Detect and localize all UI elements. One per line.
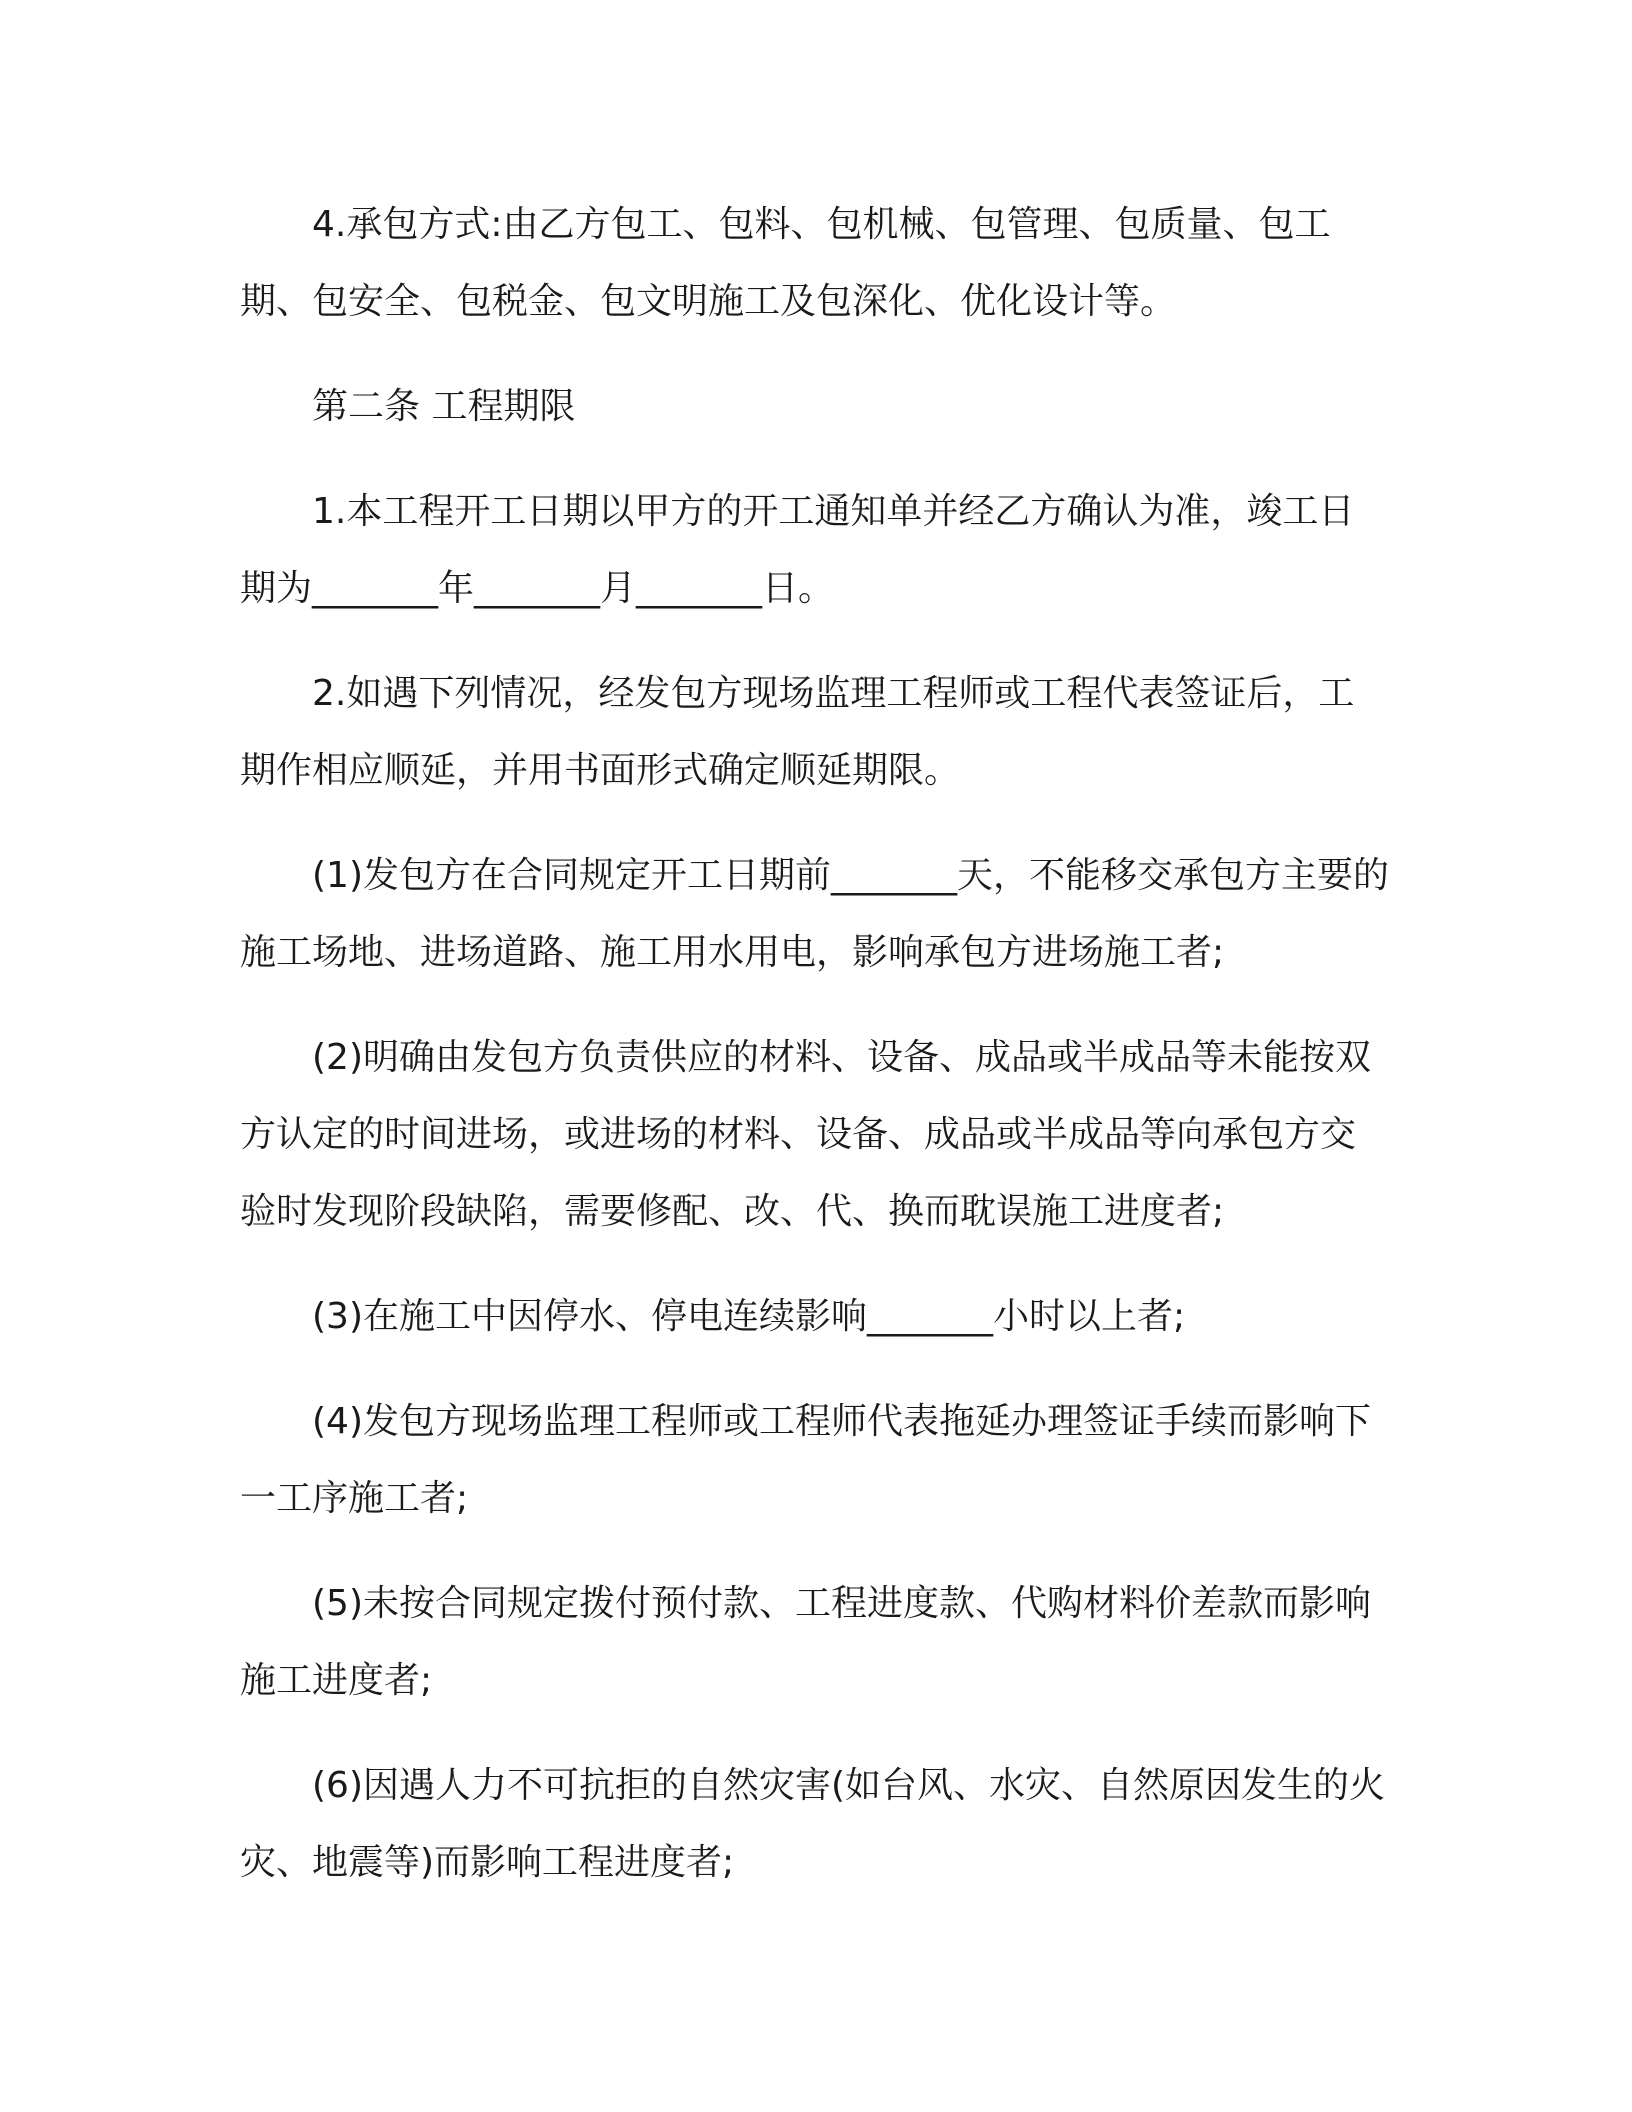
list-item-condition-1: (1)发包方在合同规定开工日期前_______天，不能移交承包方主要的施工场地、进场道路、施工用水用电，影响承包方进场施工者; [240, 855, 1389, 973]
paragraph-extension-conditions: 2.如遇下列情况，经发包方现场监理工程师或工程代表签证后，工期作相应顺延，并用书面形式确定顺延期限。 [240, 673, 1355, 791]
list-item-condition-6: (6)因遇人力不可抗拒的自然灾害(如台风、水灾、自然原因发生的火灾、地震等)而影响工程进度者; [240, 1765, 1386, 1883]
section-heading-article-2: 第二条 工程期限 [312, 386, 576, 427]
list-item-condition-5: (5)未按合同规定拨付预付款、工程进度款、代购材料价差款而影响施工进度者; [240, 1583, 1371, 1701]
paragraph-start-completion-date: 1.本工程开工日期以甲方的开工通知单并经乙方确认为准，竣工日期为_______年_______月_______日。 [240, 491, 1355, 609]
list-item-condition-3: (3)在施工中因停水、停电连续影响_______小时以上者; [312, 1296, 1186, 1337]
list-item-condition-4: (4)发包方现场监理工程师或工程师代表拖延办理签证手续而影响下一工序施工者; [240, 1401, 1371, 1519]
document-body [240, 186, 1390, 1929]
paragraph-contract-method: 4.承包方式:由乙方包工、包料、包机械、包管理、包质量、包工期、包安全、包税金、包文明施工及包深化、优化设计等。 [240, 204, 1331, 322]
list-item-condition-2: (2)明确由发包方负责供应的材料、设备、成品或半成品等未能按双方认定的时间进场，或进场的材料、设备、成品或半成品等向承包方交验时发现阶段缺陷，需要修配、改、代、换而耽误施工进度者; [240, 1037, 1371, 1232]
